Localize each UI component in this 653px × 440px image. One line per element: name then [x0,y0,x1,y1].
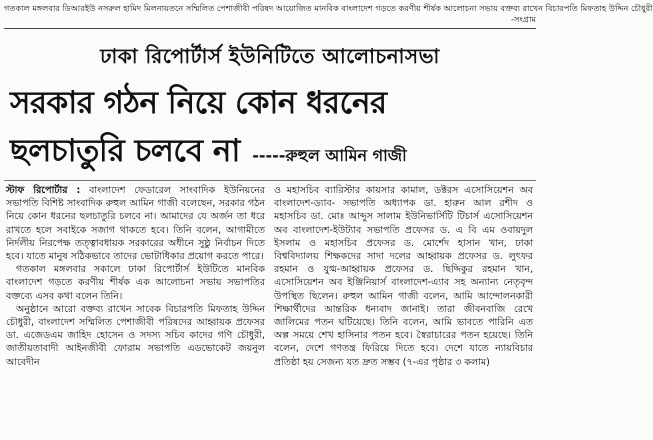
article-paragraph: গতকাল মঙ্গলবার সকালে ঢাকা রিপোর্টার্স ইউটিতে মানবিক বাংলাদেশ গড়তে করণীয় শীর্ষক এক আলোচনা সভায় সভাপতির বক্তব্যে এসব কথা বলেন তিনি। [6,264,265,302]
headline-attribution: -----রুহুল আমিন গাজী [252,146,407,165]
headline-line-2-text: ছলচাতুরি চলবে না [10,133,240,169]
photo-caption [4,3,653,24]
article-paragraph: ও মহাসচিব ব্যারিস্টার কায়সার কামাল, ডক্টরস এসোসিয়েশন অব বাংলাদেশ-ড্যাব- সভাপতি অধ্যাপক ডা. হারুন আল রশীদ ও মহাসচিব ডা. মোঃ আব্দুস সালাম ইউনিভার্সিটি টিচার্স এসোসিয়েশন অব বাংলাদেশ-ইউট্যাব সভাপতি প্রফেসর ড. এ বি এম ওবায়দুল ইসলাম ও মহাসচিব প্রফেসর ড. মোর্শেদ হাসান খান, ঢাকা বিশ্ববিদ্যালয় শিক্ষকদের সাদা দলের আহ্বায়ক প্রফেসর ড. লুৎফর রহমান ও যুগ্ম-আহ্বায়ক প্রফেসর ড. ছিদ্দিকুর রহমান খান, এসোসিয়েশন অব ইঞ্জিনিয়ার্স বাংলাদেশ-এ্যাব সহ অন্যান্য নেতৃবৃন্দ উপস্থিত ছিলেন। রুহুল আমিন গাজী বলেন, আমি আন্দোলনকারী শিক্ষার্থীদের আন্তরিক ধন্যবাদ জানাই। তারা জীবনবাজি রেখে জালিমের পতন ঘটিয়েছে। তিনি বলেন, আমি ভাবতে পারিনি এত অল্প সময়ে শেখ হাসিনার পতন হবে। স্বৈরাচারের পতন হয়েছে। তিনি বলেন, দেশে গণতন্ত্র ফিরিয়ে দিতে হবে। দেশে যাতে ন্যায়বিচার প্রতিষ্ঠা হয় সেজন্য যত দ্রুত সম্ভব (৭-এর পৃষ্ঠার ৩ কলাম) [274,185,533,368]
article-column-right [274,184,533,369]
photo-credit: -সংগ্রাম [511,13,536,24]
article-paragraph: অনুষ্ঠানে আরো বক্তব্য রাখেন সাবেক বিচারপতি মিফতাহ উদ্দিন চৌধুরী, বাংলাদেশ সম্মিলিত পেশাজীবী পরিষদের আহ্বায়ক প্রফেসর ডা. এজেডএম জাহিদ হোসেন ও সদস্য সচিব কাদের গণি চৌধুরী, জাতীয়তাবাদী আইনজীবী ফোরাম সভাপতি এডভোকেট জয়নুল আবেদীন [6,303,265,368]
photo-caption-text: গতকাল মঙ্গলবার ডিআরইউ নসরুল হামিদ মিলনায়তনে সম্মিলিত পেশাজীবী পরিষদ আয়োজিত মানবিক বাংলাদেশ গড়তে করণীয় শীর্ষক আলোচনা সভায় বক্তব্য রাখেন বিচারপতি মিফতাহ উদ্দিন চৌধুরী [4,3,653,13]
article-byline: স্টাফ রিপোর্টার : [6,185,81,196]
main-headline [10,79,534,180]
article-paragraph [6,184,265,263]
headline-line-2 [10,127,534,180]
article-column-left [6,184,265,369]
article-paragraph-text: বাংলাদেশ ফেডারেল সাংবাদিক ইউনিয়নের সভাপতি বিশিষ্ট সাংবাদিক রুহুল আমিন গাজী বলেছেন, সরকার গঠন নিয়ে কোন ধরনের ছলচাতুরি চলবে না। আমাদের যে অর্জন তা ধরে রাখতে হলে সবাইকে সজাগ থাকতে হবে। তিনি বলেন, আগামীতে নির্দলীয় নিরপেক্ষ তত্ত্বাবধায়ক সরকারের অধীনে সুষ্ঠু নির্বাচন দিতে হবে। যাতে মানুষ সঠিকভাবে তাদের ভোটাধিকার প্রয়োগ করতে পারে। [6,185,265,263]
headline-divider [4,180,536,181]
top-divider [4,28,536,29]
headline-line-1: সরকার গঠন নিয়ে কোন ধরনের [10,85,387,121]
kicker-headline: ঢাকা রিপোর্টার্স ইউনিটিতে আলোচনাসভা [100,44,440,68]
